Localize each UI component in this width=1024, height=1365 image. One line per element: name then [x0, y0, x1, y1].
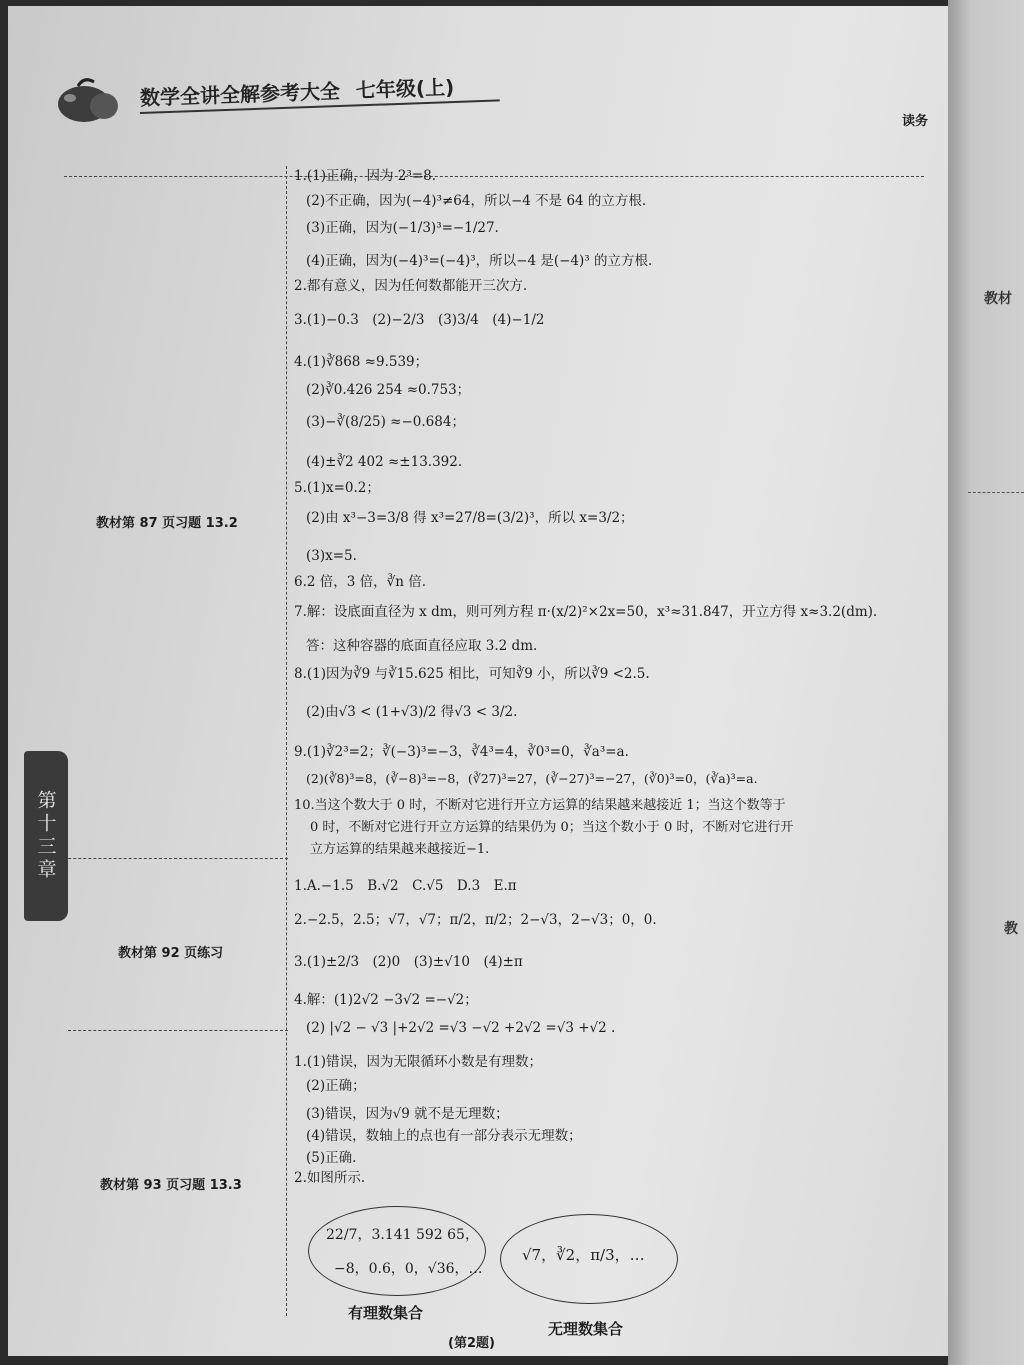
section-label-92: 教材第 92 页练习 [118, 946, 224, 961]
answer-line: (2)∛0.426 254 ≈0.753； [306, 382, 471, 398]
answer-line: 6.2 倍，3 倍，∛n 倍. [294, 574, 427, 590]
answer-line: (3)错误，因为√9 就不是无理数； [306, 1106, 509, 1122]
textbook-page [8, 6, 948, 1356]
answer-line: 8.(1)因为∛9 与∛15.625 相比，可知∛9 小，所以∛9 <2.5. [294, 666, 650, 682]
chapter-tab [24, 751, 68, 921]
figure-caption: (第2题) [448, 1336, 495, 1351]
divider-top [64, 176, 924, 177]
rational-set-ellipse [308, 1206, 486, 1296]
answer-line: 3.(1)±2/3 (2)0 (3)±√10 (4)±π [294, 954, 523, 970]
answer-line: (3)x=5. [306, 548, 357, 564]
divider-section-2 [48, 858, 288, 859]
answer-line: 立方运算的结果越来越接近−1. [310, 842, 490, 857]
adjacent-page [948, 0, 1024, 1365]
answer-line: (3)正确，因为(−1/3)³=−1/27. [306, 220, 499, 236]
section-label-93: 教材第 93 页习题 13.3 [100, 1178, 242, 1193]
answer-line: 答：这种容器的底面直径应取 3.2 dm. [306, 638, 538, 654]
answer-line: (4)错误，数轴上的点也有一部分表示无理数； [306, 1128, 582, 1144]
answer-line: (3)−∛(8/25) ≈−0.684； [306, 414, 465, 430]
answer-line: (2)(∛8)³=8，(∛−8)³=−8，(∛27)³=27，(∛−27)³=−27，(∛0)³=0，(∛a)³=a. [306, 771, 758, 786]
answer-line: (2)由 x³−3=3/8 得 x³=27/8=(3/2)³，所以 x=3/2； [306, 510, 634, 526]
answer-line: 1.(1)正确，因为 2³=8. [294, 168, 436, 184]
answer-line: (2)由√3 < (1+√3)/2 得√3 < 3/2. [306, 704, 518, 720]
answer-line: 9.(1)∛2³=2；∛(−3)³=−3，∛4³=4，∛0³=0，∛a³=a. [294, 744, 629, 760]
chapter-tab-label: 第十三章 [34, 790, 57, 882]
adjacent-page-divider [968, 492, 1024, 493]
answer-line: 2.如图所示. [294, 1170, 366, 1186]
adjacent-page-text-2: 教 [1004, 921, 1018, 937]
answer-line: 1.(1)错误，因为无限循环小数是有理数； [294, 1054, 543, 1070]
adjacent-page-text-1: 教材 [984, 291, 1012, 307]
rational-set-caption: 有理数集合 [348, 1304, 424, 1322]
answer-line: (4)±∛2 402 ≈±13.392. [306, 454, 463, 470]
irrational-set-line-1: √7，∛2，π/3，… [522, 1246, 645, 1264]
answer-line: (5)正确. [306, 1150, 357, 1166]
answer-line: 5.(1)x=0.2； [294, 480, 380, 496]
divider-section-3 [68, 1030, 288, 1031]
irrational-set-caption: 无理数集合 [548, 1320, 624, 1338]
answer-line: (2)不正确，因为(−4)³≠64，所以−4 不是 64 的立方根. [306, 193, 647, 209]
rational-set-line-1: 22/7，3.141 592 65， [326, 1227, 479, 1243]
answer-line: 2.−2.5，2.5；√7，√7；π/2，π/2；2−√3，2−√3；0，0. [294, 912, 657, 928]
page-header [48, 46, 508, 126]
answer-line: 4.(1)∛868 ≈9.539； [294, 354, 429, 370]
answer-line: 2.都有意义，因为任何数都能开三次方. [294, 278, 528, 294]
book-title-text: 数学全讲全解参考大全 [139, 79, 341, 110]
answer-line: 7.解：设底面直径为 x dm，则可列方程 π·(x/2)²×2x=50，x³≈31.847，开立方得 x≈3.2(dm). [294, 604, 878, 620]
answer-line: 10.当这个数大于 0 时，不断对它进行开立方运算的结果越来越接近 1；当这个数等于 [294, 798, 786, 813]
corner-label: 读务 [901, 114, 928, 129]
answer-line: (2)正确； [306, 1078, 366, 1094]
grade-label: 七年级(上) [355, 75, 455, 103]
answer-line: 4.解：(1)2√2 −3√2 =−√2； [294, 992, 478, 1008]
answer-line: 1.A.−1.5 B.√2 C.√5 D.3 E.π [294, 878, 517, 894]
answer-line: (2) |√2 − √3 |+2√2 =√3 −√2 +2√2 =√3 +√2 . [306, 1020, 616, 1036]
column-divider [286, 166, 287, 1316]
book-title [139, 71, 454, 111]
apple-logo-icon [48, 76, 128, 124]
answer-line: 0 时，不断对它进行开立方运算的结果仍为 0；当这个数小于 0 时，不断对它进行开 [310, 820, 794, 835]
section-label-87: 教材第 87 页习题 13.2 [96, 516, 238, 531]
rational-set-line-2: −8，0.6，0，√36，… [334, 1261, 483, 1277]
answer-line: (4)正确，因为(−4)³=(−4)³，所以−4 是(−4)³ 的立方根. [306, 253, 653, 269]
answer-line: 3.(1)−0.3 (2)−2/3 (3)3/4 (4)−1/2 [294, 312, 545, 328]
